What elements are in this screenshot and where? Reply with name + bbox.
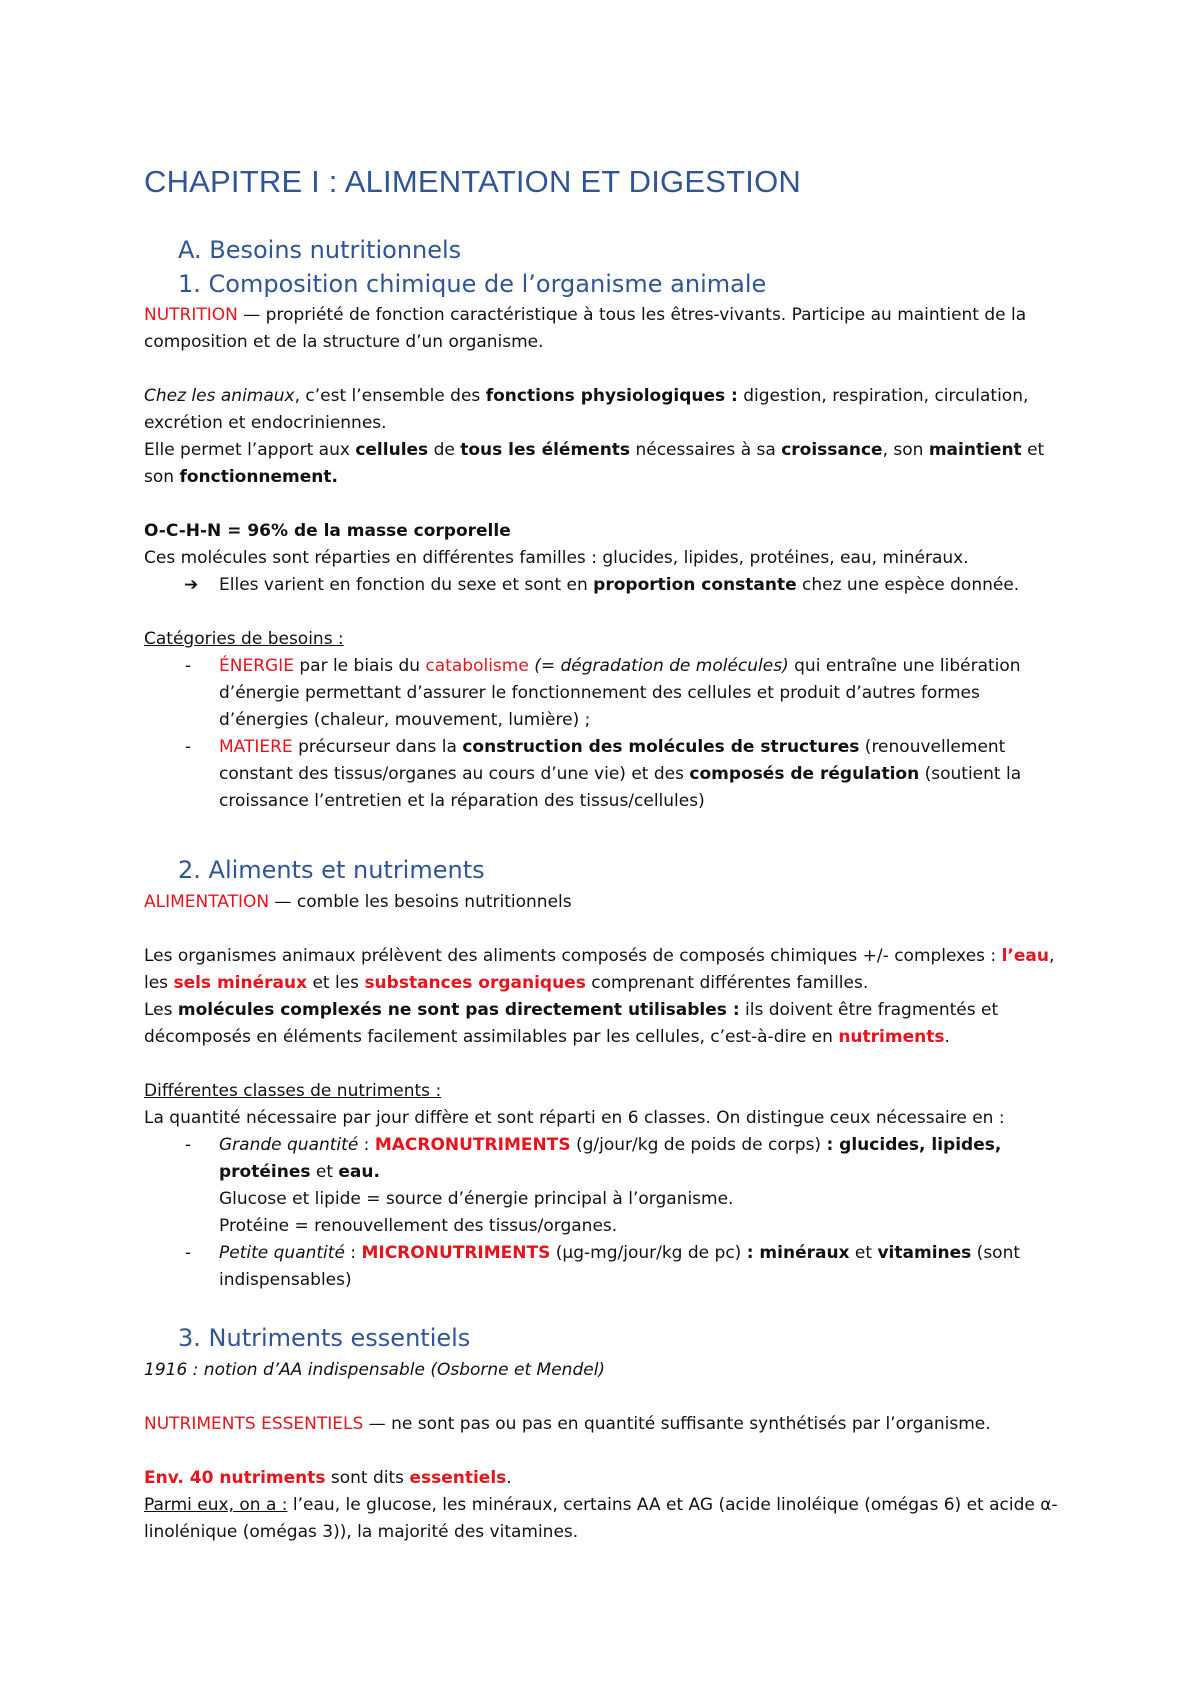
section-a-heading: A. Besoins nutritionnels — [178, 236, 462, 264]
essential-count-line: Env. 40 nutriments sont dits essentiels. — [144, 1468, 512, 1488]
classes-intro: La quantité nécessaire par jour diffère et sont réparti en 6 classes. On distingue ceux nécessaire en : — [144, 1108, 1005, 1128]
section-1-heading: 1. Composition chimique de l’organisme animale — [178, 270, 767, 298]
molecules-paragraph: Les molécules complexés ne sont pas directement utilisables : ils doivent être fragmentés et décomposés en éléments facilement assimilables par les cellules, c’est-à-dire en nutriments. — [144, 1000, 999, 1047]
dash-bullet: - — [185, 656, 192, 676]
arrow-item: ➔ Elles varient en fonction du sexe et sont en proportion constante chez une espèce donnée. — [144, 572, 1074, 599]
history-note: 1916 : notion d’AA indispensable (Osborne et Mendel) — [144, 1360, 606, 1380]
essential-definition: NUTRIMENTS ESSENTIELS — ne sont pas ou pas en quantité suffisante synthétisés par l’organisme. — [144, 1414, 991, 1434]
chapter-title: CHAPITRE I : ALIMENTATION ET DIGESTION — [144, 164, 801, 199]
section-2-heading: 2. Aliments et nutriments — [178, 856, 485, 884]
ochn-statement: O-C-H-N = 96% de la masse corporelle — [144, 521, 511, 541]
list-item-macro: - Grande quantité : MACRONUTRIMENTS (g/jour/kg de poids de corps) : glucides, lipides, protéines et eau. Glucose et lipide = source d’énergie principal à l’organisme. Protéine = renouvellement des tissus/organes. — [144, 1132, 1074, 1240]
section-1-body — [144, 302, 1074, 815]
classes-label: Différentes classes de nutriments : — [144, 1081, 442, 1101]
among-paragraph: Parmi eux, on a : l’eau, le glucose, les minéraux, certains AA et AG (acide linoléique (omégas 6) et acide α-linolénique (omégas 3)), la majorité des vitamines. — [144, 1495, 1058, 1542]
list-item-micro: - Petite quantité : MICRONUTRIMENTS (µg-mg/jour/kg de pc) : minéraux et vitamines (sont indispensables) — [144, 1240, 1074, 1294]
dash-bullet: - — [185, 1135, 192, 1155]
alimentation-definition: ALIMENTATION — comble les besoins nutritionnels — [144, 892, 572, 912]
dash-bullet: - — [185, 737, 192, 757]
section-2-body — [144, 889, 1074, 1294]
organisms-paragraph: Les organismes animaux prélèvent des aliments composés de composés chimiques +/- complexes : l’eau, les sels minéraux et les substances organiques comprenant différentes familles. — [144, 946, 1055, 993]
list-item-energy: - ÉNERGIE par le biais du catabolisme (= dégradation de molécules) qui entraîne une libération d’énergie permettant d’assurer le fonctionnement des cellules et produit d’autres formes d’énergies (chaleur, mouvement, lumière) ; — [144, 653, 1074, 734]
physiology-paragraph: Chez les animaux, c’est l’ensemble des fonctions physiologiques : digestion, respiration, circulation, excrétion et endocriniennes. — [144, 386, 1029, 433]
nutrition-term: NUTRITION — [144, 305, 238, 325]
section-3-heading: 3. Nutriments essentiels — [178, 1324, 471, 1352]
arrow-right-icon: ➔ — [184, 575, 199, 595]
categories-label: Catégories de besoins : — [144, 629, 344, 649]
dash-bullet: - — [185, 1243, 192, 1263]
families-line: Ces molécules sont réparties en différentes familles : glucides, lipides, protéines, eau, minéraux. — [144, 548, 969, 568]
section-3-body — [144, 1357, 1074, 1546]
nutrition-definition: NUTRITION — propriété de fonction caractéristique à tous les êtres-vivants. Participe au maintient de la composition et de la structure d’un organisme. — [144, 305, 1027, 352]
list-item-matter: - MATIERE précurseur dans la construction des molécules de structures (renouvellement constant des tissus/organes au cours d’une vie) et des composés de régulation (soutient la croissance l’entretien et la réparation des tissus/cellules) — [144, 734, 1074, 815]
supply-paragraph: Elle permet l’apport aux cellules de tous les éléments nécessaires à sa croissance, son maintient et son fonctionnement. — [144, 440, 1045, 487]
